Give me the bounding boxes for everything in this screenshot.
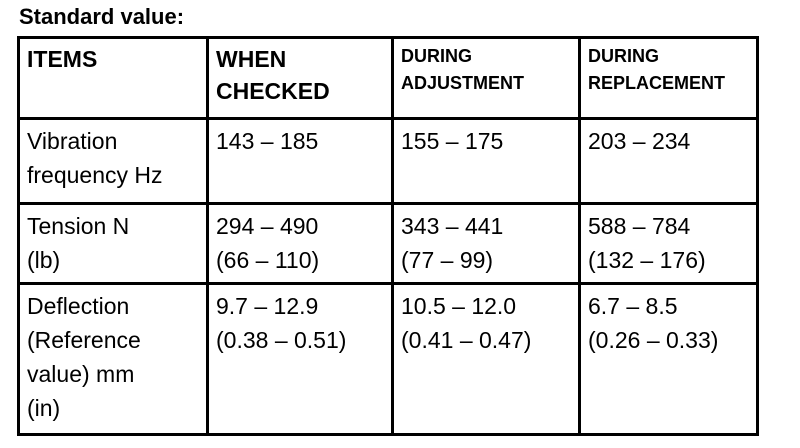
cell-during-adjustment [393,119,580,204]
item-line: value) mm [27,361,135,387]
value-line: (0.38 – 0.51) [216,327,347,353]
table-caption: Standard value: [19,4,185,29]
cell-during-replacement [580,119,758,204]
cell-when-checked [208,204,393,284]
header-row [19,38,758,119]
header-when-checked-line-1: WHEN [216,46,287,72]
value-line: (0.26 – 0.33) [588,327,719,353]
header-during-replacement [580,38,758,119]
header-when-checked [208,38,393,119]
cell-item [19,119,208,204]
header-during-adjustment-line-2: ADJUSTMENT [401,73,525,93]
item-line: (lb) [27,247,61,273]
header-during-adjustment [393,38,580,119]
item-line: (Reference [27,327,141,353]
cell-when-checked [208,119,393,204]
header-during-replacement-line-1: DURING [588,46,659,66]
header-during-replacement-line-2: REPLACEMENT [588,73,726,93]
value-line: 155 – 175 [401,128,504,154]
header-during-adjustment-line-1: DURING [401,46,472,66]
value-line: 143 – 185 [216,128,319,154]
header-items [19,38,208,119]
table-row-vibration-frequency [19,119,758,204]
cell-item [19,204,208,284]
standard-value-table [17,36,759,436]
value-line: 343 – 441 [401,213,504,239]
value-line: (0.41 – 0.47) [401,327,532,353]
cell-during-replacement [580,284,758,435]
table-row-deflection [19,284,758,435]
value-line: 9.7 – 12.9 [216,293,319,319]
item-line: Deflection [27,293,130,319]
item-line: Vibration [27,128,118,154]
item-line: Tension N [27,213,130,239]
header-when-checked-line-2: CHECKED [216,78,330,104]
cell-during-adjustment [393,204,580,284]
value-line: 10.5 – 12.0 [401,293,517,319]
cell-when-checked [208,284,393,435]
value-line: (132 – 176) [588,247,706,273]
value-line: (66 – 110) [216,247,320,273]
value-line: 588 – 784 [588,213,691,239]
item-line: (in) [27,395,61,421]
cell-item [19,284,208,435]
cell-during-adjustment [393,284,580,435]
value-line: (77 – 99) [401,247,494,273]
value-line: 203 – 234 [588,128,691,154]
value-line: 6.7 – 8.5 [588,293,678,319]
value-line: 294 – 490 [216,213,319,239]
header-items-label: ITEMS [27,46,98,72]
cell-during-replacement [580,204,758,284]
table-row-tension [19,204,758,284]
item-line: frequency Hz [27,162,163,188]
